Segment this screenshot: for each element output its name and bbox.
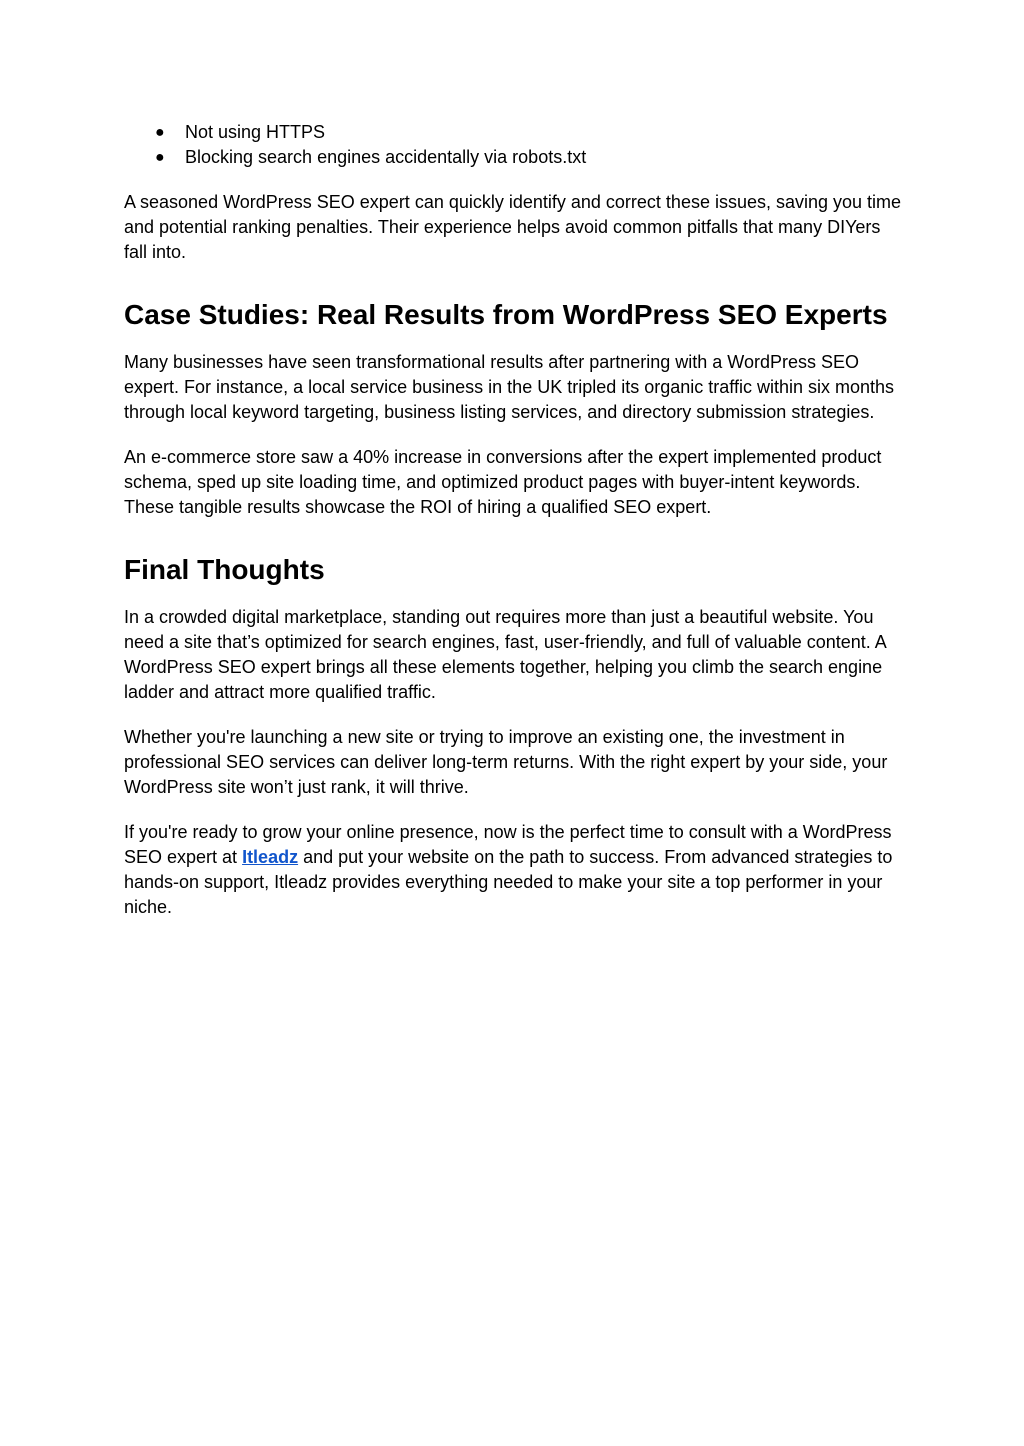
bullet-list [124,120,904,170]
intro-paragraph: A seasoned WordPress SEO expert can quickly identify and correct these issues, saving you time and potential ranking penalties. Their experience helps avoid common pitfalls that many DIYers fall into. [124,192,902,262]
case-studies-paragraph-1: Many businesses have seen transformational results after partnering with a WordPress SEO expert. For instance, a local service business in the UK tripled its organic traffic within six months through local keyword targeting, business listing services, and directory submission strategies. [124,352,895,422]
closing-text-before: If you're ready to grow your online presence, now is the perfect time to consult with a WordPress SEO expert at [124,822,892,867]
bullet-dot-icon: ● [155,149,165,166]
list-item [124,145,904,170]
final-thoughts-paragraph-1: In a crowded digital marketplace, standing out requires more than just a beautiful website. You need a site that’s optimized for search engines, fast, user-friendly, and full of valuable content. A WordPress SEO expert brings all these elements together, helping you climb the search engine ladder and attract more qualified traffic. [124,607,886,702]
closing-text-after: and put your website on the path to success. From advanced strategies to hands-on support, Itleadz provides everything needed to make your site a top performer in your niche. [124,847,893,917]
bullet-text: Not using HTTPS [185,122,326,142]
bullet-dot-icon: ● [155,124,165,141]
case-studies-paragraph-2: An e-commerce store saw a 40% increase in conversions after the expert implemented product schema, sped up site loading time, and optimized product pages with buyer-intent keywords. These tangible results showcase the ROI of hiring a qualified SEO expert. [124,447,882,517]
document-page [124,120,904,920]
final-thoughts-paragraph-2: Whether you're launching a new site or trying to improve an existing one, the investment in professional SEO services can deliver long-term returns. With the right expert by your side, your WordPress site won’t just rank, it will thrive. [124,727,888,797]
itleadz-link[interactable]: Itleadz [242,847,299,867]
final-thoughts-heading: Final Thoughts [124,554,325,585]
closing-paragraph [124,820,904,920]
list-item [124,120,904,145]
bullet-text: Blocking search engines accidentally via robots.txt [185,147,587,167]
case-studies-heading: Case Studies: Real Results from WordPress SEO Experts [124,299,888,330]
